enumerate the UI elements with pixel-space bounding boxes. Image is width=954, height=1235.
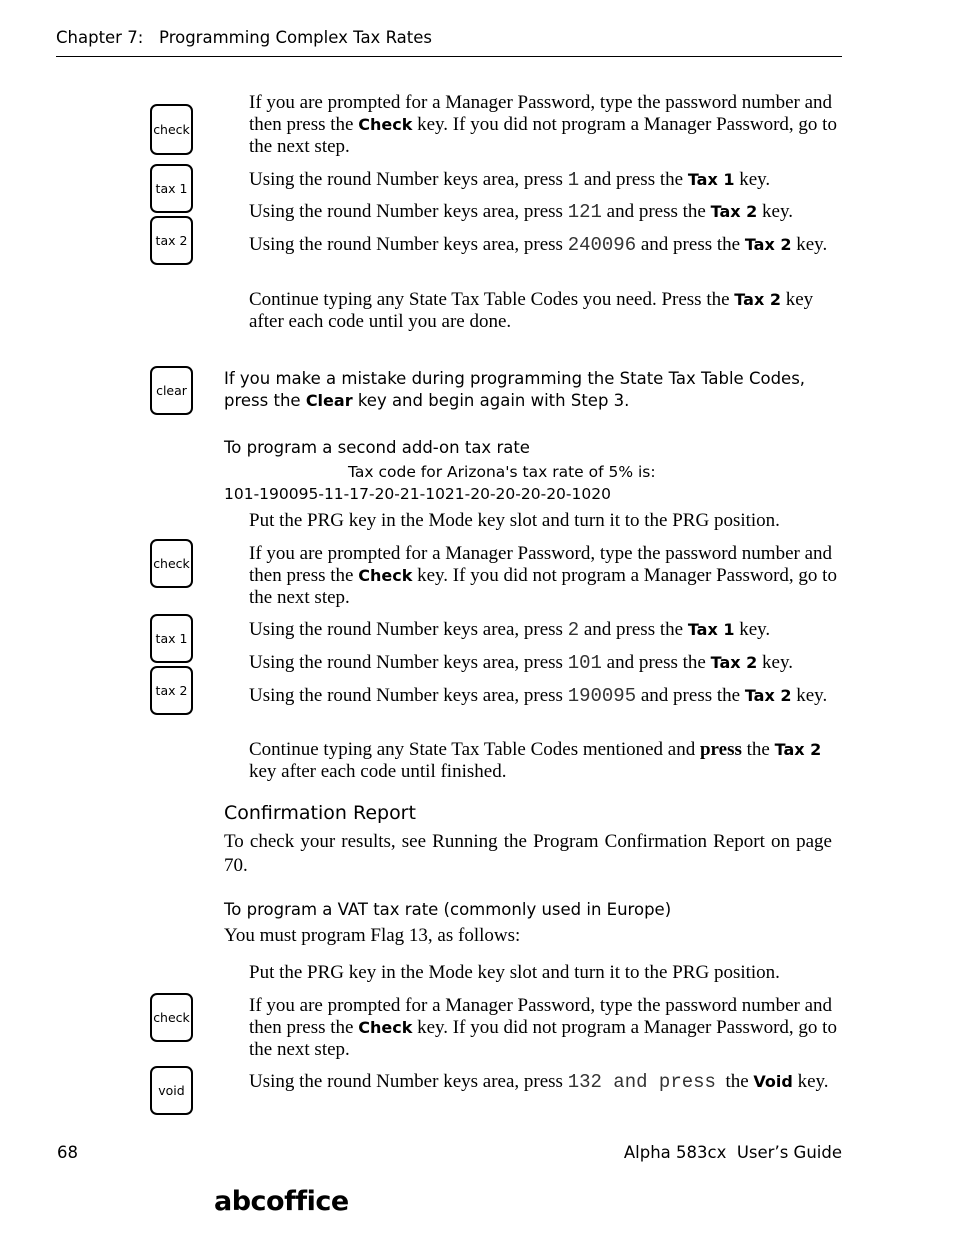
clear-note: [224, 368, 844, 412]
key-name: Tax 2: [744, 235, 792, 254]
key-name: Clear: [305, 391, 353, 410]
chapter-number: Chapter 7:: [56, 28, 144, 47]
key-label: tax 1: [155, 181, 188, 196]
key-label: tax 1: [155, 631, 188, 646]
code: 2: [567, 619, 580, 641]
step-manager-password: [249, 92, 841, 158]
header-rule: [56, 56, 842, 57]
code: 101: [567, 652, 602, 674]
step-prg-key: Put the PRG key in the Mode key slot and turn it to the PRG position.: [249, 962, 780, 983]
tax1-key-icon: [150, 614, 193, 663]
code: 121: [567, 201, 602, 223]
tax1-key-icon: [150, 164, 193, 213]
check-key-icon: [150, 993, 193, 1042]
key-name: Check: [358, 115, 413, 134]
key-name: Tax 1: [687, 620, 735, 639]
text: key.: [757, 652, 793, 673]
step-continue-codes: [249, 289, 841, 333]
key-label: check: [153, 556, 190, 571]
text: and press the: [579, 619, 688, 640]
step-press-240096-tax2: [249, 234, 841, 256]
text: and press the: [636, 685, 745, 706]
text: and press the: [636, 234, 745, 255]
text: Using the round Number keys area, press: [249, 685, 568, 706]
step-continue-codes: [249, 739, 841, 783]
guide-title: Alpha 583cx User’s Guide: [623, 1143, 842, 1162]
text: Continue typing any State Tax Table Codes you need. Press the: [249, 289, 735, 310]
check-key-icon: [150, 539, 193, 588]
page-number: 68: [57, 1143, 78, 1162]
key-label: check: [153, 122, 190, 137]
tax-code-value: 101-190095-11-17-20-21-1021-20-20-20-20-1020: [224, 485, 611, 503]
vat-intro: You must program Flag 13, as follows:: [224, 925, 521, 946]
step-press-132-void: [249, 1071, 841, 1093]
key-name: Check: [358, 566, 413, 585]
code: 240096: [567, 234, 637, 256]
text: If you make a mistake during programming the State Tax Table Codes, press the: [224, 369, 806, 410]
confirmation-text: To check your results, see Running the Program Confirmation Report on page 70.: [224, 831, 832, 876]
text: the: [715, 1071, 754, 1092]
tax-code-label: Tax code for Arizona's tax rate of 5% is:: [348, 463, 656, 481]
text: and press the: [601, 201, 711, 222]
step-press-121-tax2: [249, 201, 841, 223]
code: 190095: [567, 685, 637, 707]
key-label: tax 2: [155, 683, 188, 698]
text: If you are prompted for a Manager Password, type the password number and then press the: [249, 995, 833, 1038]
key-name: Tax 2: [744, 686, 792, 705]
key-name: Tax 2: [710, 202, 758, 221]
tax2-key-icon: [150, 666, 193, 715]
tax2-key-icon: [150, 216, 193, 265]
text: Using the round Number keys area, press: [249, 169, 568, 190]
step-press-2-tax1: [249, 619, 841, 641]
key-label: void: [158, 1083, 185, 1098]
text: key.: [757, 201, 793, 222]
key-name: Tax 2: [710, 653, 758, 672]
section-heading-vat: To program a VAT tax rate (commonly used in Europe): [224, 900, 672, 919]
step-manager-password: [249, 543, 841, 609]
bold-text: press: [699, 739, 742, 760]
step-prg-key: Put the PRG key in the Mode key slot and turn it to the PRG position.: [249, 510, 780, 531]
key-name: Tax 2: [734, 290, 781, 309]
text: key. If you did not program a Manager Password, go to the next step.: [249, 114, 837, 157]
text: Using the round Number keys area, press: [249, 201, 568, 222]
key-label: tax 2: [155, 233, 188, 248]
text: Using the round Number keys area, press: [249, 652, 568, 673]
chapter-title: Programming Complex Tax Rates: [159, 28, 432, 47]
text: If you are prompted for a Manager Password, type the password number and then press the: [249, 92, 833, 135]
clear-key-icon: [150, 366, 193, 415]
key-name: Void: [753, 1072, 793, 1091]
text: and press the: [579, 169, 688, 190]
text: key.: [734, 169, 771, 190]
key-name: Check: [358, 1018, 413, 1037]
text: Continue typing any State Tax Table Codes mentioned and: [249, 739, 700, 760]
section-heading-second-addon: To program a second add-on tax rate: [224, 438, 530, 457]
text: key. If you did not program a Manager Password, go to the next step.: [249, 565, 837, 608]
text: Using the round Number keys area, press: [249, 234, 568, 255]
text: key. If you did not program a Manager Password, go to the next step.: [249, 1017, 837, 1060]
key-name: Tax 2: [774, 740, 822, 759]
text: Using the round Number keys area, press: [249, 1071, 568, 1092]
text: key after each code until finished.: [249, 761, 507, 782]
step-press-1-tax1: [249, 169, 841, 191]
text: and press the: [601, 652, 711, 673]
confirmation-heading: Confirmation Report: [224, 802, 416, 824]
code: 132 and press: [567, 1071, 716, 1093]
text: key.: [792, 1071, 829, 1092]
text: key.: [734, 619, 771, 640]
text: key.: [791, 685, 828, 706]
text: the: [741, 739, 775, 760]
running-header: [56, 28, 432, 47]
key-label: check: [153, 1010, 190, 1025]
text: key and begin again with Step 3.: [352, 391, 630, 410]
abcoffice-logo: abcoffice: [214, 1186, 349, 1217]
step-press-101-tax2: [249, 652, 841, 674]
text: key after each code until you are done.: [249, 289, 814, 332]
text: If you are prompted for a Manager Password, type the password number and then press the: [249, 543, 833, 586]
check-key-icon: [150, 104, 193, 155]
code: 1: [567, 169, 580, 191]
step-press-190095-tax2: [249, 685, 841, 707]
text: Using the round Number keys area, press: [249, 619, 568, 640]
key-name: Tax 1: [687, 170, 735, 189]
step-manager-password: [249, 995, 841, 1061]
void-key-icon: [150, 1066, 193, 1115]
text: key.: [791, 234, 828, 255]
key-label: clear: [156, 383, 187, 398]
